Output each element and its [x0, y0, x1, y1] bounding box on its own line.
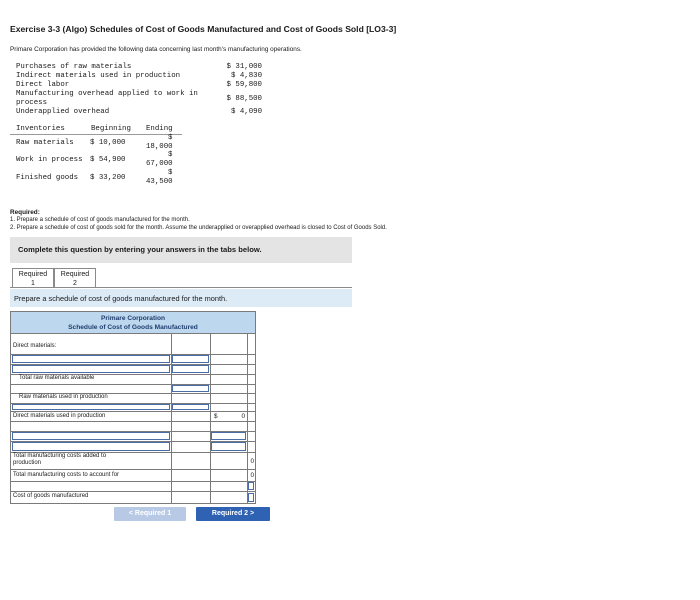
given-label-purchases: Purchases of raw materials	[16, 63, 132, 71]
row-rule	[11, 481, 255, 482]
given-value-labor: $ 59,800	[226, 81, 262, 89]
cost-item-amount-input[interactable]	[211, 432, 246, 440]
raw-used-adjust-amount-input[interactable]	[172, 404, 209, 410]
tab-label: Required	[60, 271, 90, 278]
row-label-line: Total manufacturing costs added to	[13, 453, 107, 459]
inv-row-ending: 67,000	[146, 160, 173, 168]
inv-row-ending: 43,500	[146, 178, 173, 186]
given-label-overhead: Manufacturing overhead applied to work in	[16, 90, 198, 98]
row-label-cogm: Cost of goods manufactured	[13, 493, 89, 499]
required-heading: Required:	[10, 209, 40, 216]
row-label-total-raw: Total raw materials available	[19, 375, 95, 381]
given-label-underapplied: Underapplied overhead	[16, 108, 110, 116]
cost-item-amount-input[interactable]	[211, 442, 246, 451]
given-value-purchases: $ 31,000	[226, 63, 262, 71]
inv-row-ending: 18,000	[146, 143, 173, 151]
direct-materials-amount-input[interactable]	[172, 355, 209, 363]
inv-row-label: Finished goods	[16, 174, 79, 182]
row-rule	[11, 421, 255, 422]
inv-row-ending-sign: $	[168, 134, 173, 142]
row-label-total-account: Total manufacturing costs to account for	[13, 472, 120, 478]
inv-row-beginning: $ 33,200	[90, 174, 126, 182]
row-label-total-mfg-added	[13, 453, 106, 467]
instructions-banner: Complete this question by entering your answers in the tabs below.	[10, 237, 352, 263]
inv-row-label: Work in process	[16, 156, 83, 164]
direct-materials-label-input[interactable]	[12, 365, 170, 373]
next-tab-button[interactable]: Required 2 >	[196, 507, 270, 521]
tab-required-1[interactable]	[12, 268, 54, 288]
cogm-amount-input[interactable]	[248, 493, 254, 502]
tab-label: Required	[18, 271, 48, 278]
cogm-schedule	[10, 311, 256, 504]
required-item-2: 2. Prepare a schedule of cost of goods sold for the month. Assume the underapplied or overapplied overhead is closed to Cost of Goods Sold.	[10, 224, 387, 231]
schedule-name: Schedule of Cost of Goods Manufactured	[68, 324, 198, 331]
row-label-direct-used: Direct materials used in production	[13, 413, 106, 419]
given-label-indirect: Indirect materials used in production	[16, 72, 181, 80]
company-name: Primare Corporation	[100, 315, 166, 322]
schedule-header	[11, 312, 255, 334]
inv-header-beginning: Beginning	[91, 125, 131, 133]
question-prompt: Prepare a schedule of cost of goods manufactured for the month.	[10, 289, 352, 307]
total-mfg-added-value: 0	[250, 458, 254, 465]
tab-divider	[10, 287, 352, 288]
total-raw-amount-input[interactable]	[172, 385, 209, 392]
row-rule	[11, 469, 255, 470]
previous-tab-button[interactable]: < Required 1	[114, 507, 186, 521]
inv-header-inventories: Inventories	[16, 125, 65, 133]
row-rule	[11, 411, 255, 412]
column-divider	[210, 334, 211, 504]
dm-used-value: 0	[241, 413, 245, 420]
row-rule	[11, 384, 255, 385]
inv-row-label: Raw materials	[16, 139, 74, 147]
inv-row-beginning: $ 10,000	[90, 139, 126, 147]
tab-number: 2	[73, 280, 77, 287]
wip-adjust-amount-input[interactable]	[248, 482, 254, 490]
given-value-overhead: $ 88,500	[226, 95, 262, 103]
direct-materials-label-input[interactable]	[12, 355, 170, 363]
row-label-raw-used: Raw materials used in production	[19, 394, 108, 400]
given-label-overhead-cont: process	[16, 99, 48, 107]
inv-row-ending-sign: $	[168, 151, 173, 159]
tab-required-2[interactable]	[54, 268, 96, 288]
required-instructions	[10, 217, 430, 232]
inv-row-beginning: $ 54,900	[90, 156, 126, 164]
required-item-1: 1. Prepare a schedule of cost of goods manufactured for the month.	[10, 217, 190, 223]
direct-materials-amount-input[interactable]	[172, 365, 209, 373]
given-value-indirect: $ 4,830	[230, 72, 262, 80]
inventory-header-rule	[10, 134, 182, 135]
tab-number: 1	[31, 280, 35, 287]
row-label-line: production	[13, 460, 42, 466]
intro-text: Primare Corporation has provided the following data concerning last month's manufacturing operations.	[10, 46, 302, 53]
row-label-direct-materials: Direct materials:	[13, 343, 57, 349]
inv-header-ending: Ending	[146, 125, 173, 133]
raw-used-adjust-label-input[interactable]	[12, 404, 170, 410]
cost-item-label-input[interactable]	[12, 432, 170, 440]
given-label-labor: Direct labor	[16, 81, 70, 89]
total-account-value: 0	[250, 472, 254, 479]
exercise-title: Exercise 3-3 (Algo) Schedules of Cost of Goods Manufactured and Cost of Goods Sold [LO3-3]	[10, 24, 397, 34]
given-value-underapplied: $ 4,090	[230, 108, 262, 116]
cost-item-label-input[interactable]	[12, 442, 170, 451]
row-rule	[11, 491, 255, 492]
inv-row-ending-sign: $	[168, 169, 173, 177]
dm-used-dollar-sign: $	[214, 413, 218, 420]
